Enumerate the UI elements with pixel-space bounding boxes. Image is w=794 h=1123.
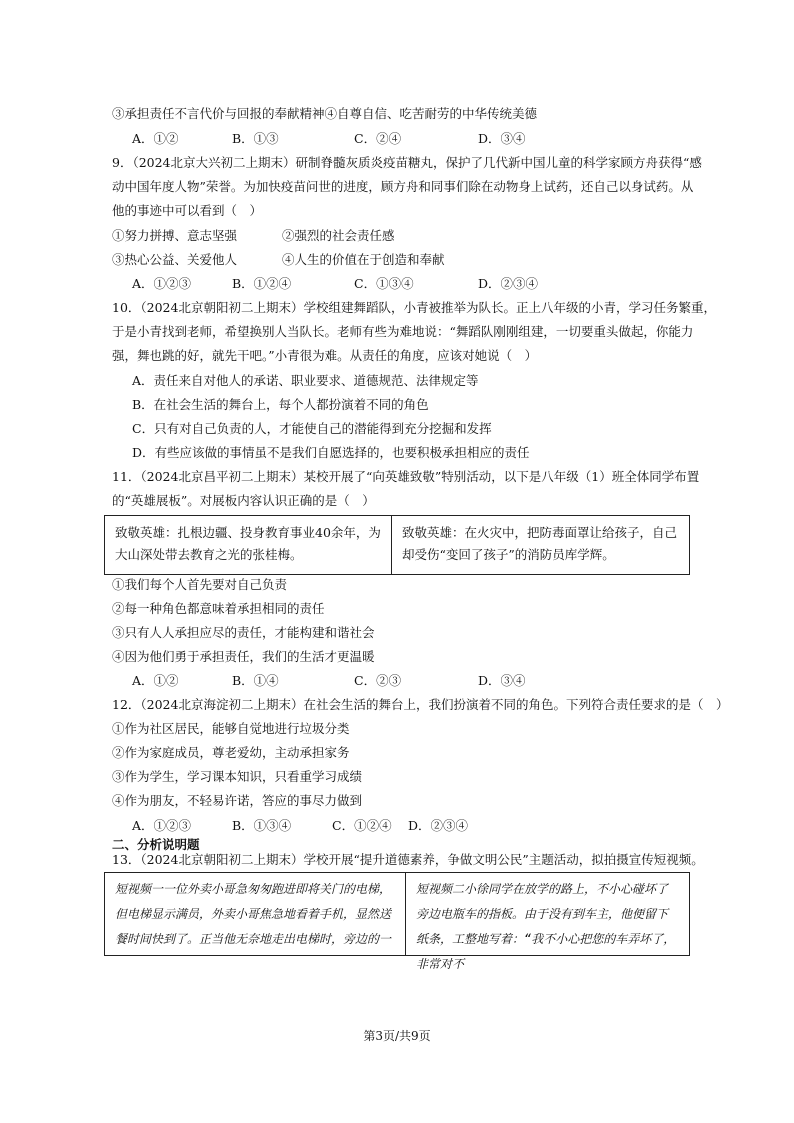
q11-option-d: D．③④ bbox=[478, 673, 526, 688]
q11-hero-board-table bbox=[104, 515, 690, 575]
q11-option-b: B．①④ bbox=[232, 673, 279, 688]
q12-stem: 12．（2024北京海淀初二上期末）在社会生活的舞台上，我们扮演着不同的角色。下列符合责任要求的是（ ） bbox=[112, 697, 729, 712]
q13-video-table bbox=[104, 872, 690, 971]
q9-stem-line-2: 动中国年度人物”荣誉。为加快疫苗问世的进度，顾方舟和同事们除在动物身上试药，还自己以身试药。从 bbox=[112, 179, 694, 194]
q12-statement-4: ④作为朋友，不轻易许诺，答应的事尽力做到 bbox=[112, 793, 363, 808]
q9-statement-4: ④人生的价值在于创造和奉献 bbox=[282, 252, 445, 267]
q11-stem-line-1: 11．（2024北京昌平初二上期末）某校开展了“向英雄致敬”特别活动，以下是八年级（1）班全体同学布置 bbox=[112, 469, 700, 484]
q8-statement-3-4: ③承担责任不言代价与回报的奉献精神④自尊自信、吃苦耐劳的中华传统美德 bbox=[112, 106, 538, 121]
q8-option-c: C．②④ bbox=[354, 131, 402, 146]
q12-statement-1: ①作为社区居民，能够自觉地进行垃圾分类 bbox=[112, 721, 350, 736]
q11-table-cell-right: 致敬英雄：在火灾中，把防毒面罩让给孩子，自己却受伤“变回了孩子”的消防员库学辉。 bbox=[391, 516, 689, 574]
q9-option-d: D．②③④ bbox=[478, 276, 539, 291]
q12-statement-3: ③作为学生，学习课本知识，只看重学习成绩 bbox=[112, 769, 363, 784]
page-number: 第3页/共9页 bbox=[363, 1029, 431, 1043]
q11-statement-2: ②每一种角色都意味着承担相同的责任 bbox=[112, 601, 325, 616]
section-title: 二、分析说明题 bbox=[112, 837, 200, 852]
q8-option-d: D．③④ bbox=[478, 131, 526, 146]
q9-option-a: A．①②③ bbox=[132, 276, 192, 291]
q9-statement-1: ①努力拼搏、意志坚强 bbox=[112, 228, 238, 243]
q8-option-a: A．①② bbox=[132, 131, 179, 146]
q11-stem-line-2: 的“英雄展板”。对展板内容认识正确的是（ ） bbox=[112, 493, 375, 508]
q9-stem-line-3: 他的事迹中可以看到（ ） bbox=[112, 203, 263, 218]
q9-option-b: B．①②④ bbox=[232, 276, 292, 291]
q12-option-a: A．①②③ bbox=[132, 818, 192, 833]
q10-option-a: A．责任来自对他人的承诺、职业要求、道德规范、法律规定等 bbox=[132, 373, 479, 388]
q9-statement-3: ③热心公益、关爱他人 bbox=[112, 252, 238, 267]
q8-option-b: B．①③ bbox=[232, 131, 279, 146]
q10-stem-line-3: 强，舞也跳的好，就先干吧。”小青很为难。从责任的角度，应该对她说（ ） bbox=[112, 348, 538, 363]
q11-statement-1: ①我们每个人首先要对自己负责 bbox=[112, 577, 288, 592]
q12-option-c: C．①②④ bbox=[332, 818, 392, 833]
q9-stem-line-1: 9．（2024北京大兴初二上期末）研制脊髓灰质炎疫苗糖丸，保护了几代新中国儿童的科学家顾方舟获得“感 bbox=[112, 155, 702, 170]
q10-option-b: B．在社会生活的舞台上，每个人都扮演着不同的角色 bbox=[132, 397, 429, 412]
q10-stem-line-2: 于是小青找到老师，希望换别人当队长。老师有些为难地说：“舞蹈队刚刚组建，一切要重头做起，你能力 bbox=[112, 324, 694, 339]
q12-option-b: B．①③④ bbox=[232, 818, 292, 833]
q11-statement-3: ③只有人人承担应尽的责任，才能构建和谐社会 bbox=[112, 625, 375, 640]
q11-option-c: C．②③ bbox=[354, 673, 402, 688]
q9-option-c: C．①③④ bbox=[354, 276, 414, 291]
q9-statement-2: ②强烈的社会责任感 bbox=[282, 228, 395, 243]
q10-option-d: D．有些应该做的事情虽不是我们自愿选择的，也要积极承担相应的责任 bbox=[132, 445, 530, 460]
q11-table-cell-left: 致敬英雄：扎根边疆、投身教育事业40余年，为大山深处带去教育之光的张桂梅。 bbox=[115, 525, 381, 562]
q13-stem: 13．（2024北京朝阳初二上期末）学校开展“提升道德素养，争做文明公民”主题活动，拟拍摄宣传短视频。 bbox=[112, 852, 704, 867]
q13-table-cell-right: 短视频二小徐同学在放学的路上，不小心碰坏了旁边电瓶车的指板。由于没有到车主，他便留下纸条，工整地写着：“我不小心把您的车弄坏了，非常对不 bbox=[405, 873, 689, 955]
q12-option-d: D．②③④ bbox=[408, 818, 469, 833]
q13-table-cell-left: 短视频一一位外卖小哥急匆匆跑进即将关门的电梯，但电梯显示满员，外卖小哥焦急地看着手机，显然送餐时间快到了。正当他无奈地走出电梯时，旁边的一 bbox=[115, 882, 392, 946]
q12-statement-2: ②作为家庭成员，尊老爱幼，主动承担家务 bbox=[112, 745, 350, 760]
q11-statement-4: ④因为他们勇于承担责任，我们的生活才更温暖 bbox=[112, 649, 375, 664]
q11-option-a: A．①② bbox=[132, 673, 179, 688]
q10-stem-line-1: 10．（2024北京朝阳初二上期末）学校组建舞蹈队，小青被推举为队长。正上八年级的小青，学习任务繁重， bbox=[112, 300, 716, 315]
q10-option-c: C．只有对自己负责的人，才能使自己的潜能得到充分挖掘和发挥 bbox=[132, 421, 492, 436]
